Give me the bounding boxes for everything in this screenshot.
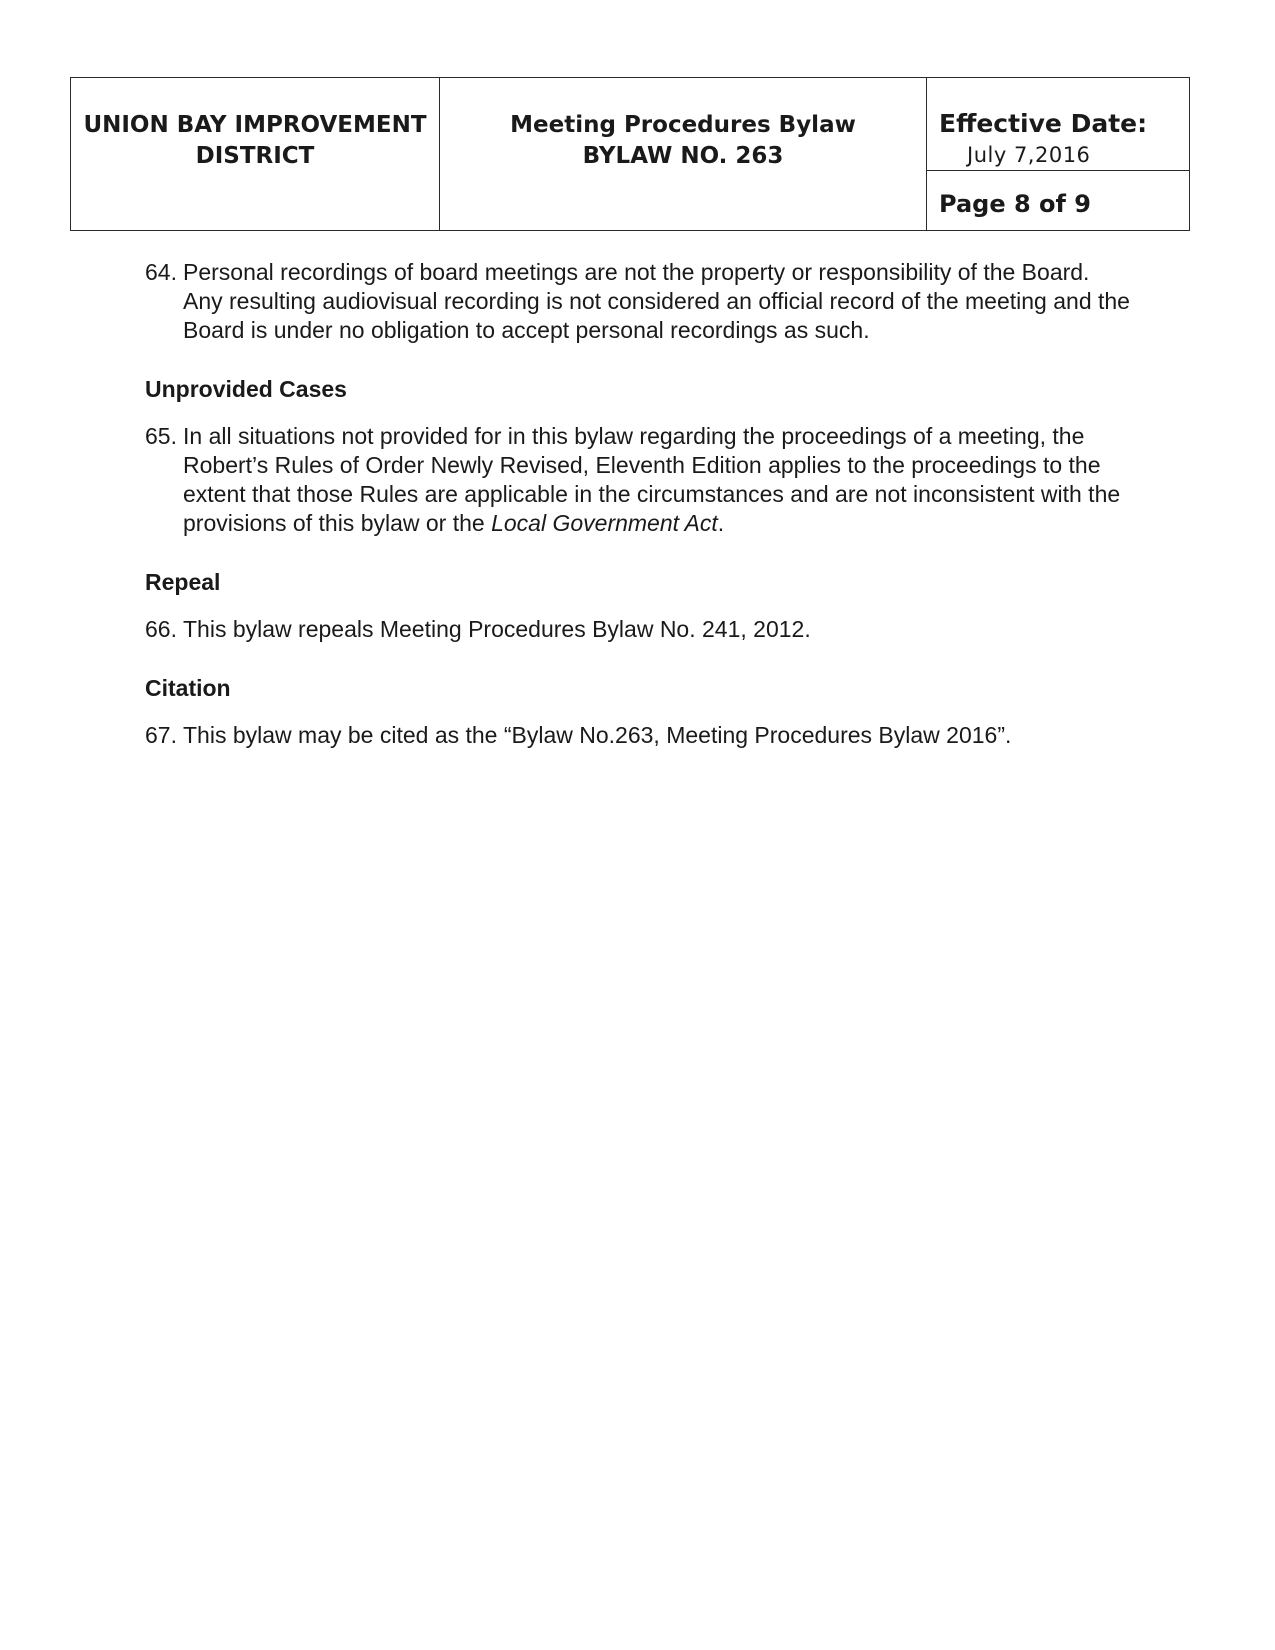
section-heading-unprovided-cases: Unprovided Cases (145, 376, 347, 402)
effective-date-value: July 7,2016 (967, 143, 1091, 167)
section-heading-repeal: Repeal (145, 569, 221, 595)
meta-cell (927, 78, 1189, 230)
bylaw-number: BYLAW NO. 263 (582, 143, 784, 169)
clause-text: This bylaw may be cited as the “Bylaw No.263, Meeting Procedures Bylaw 2016”. (183, 722, 1012, 748)
clause-65 (145, 422, 1130, 538)
clause-text: This bylaw repeals Meeting Procedures Bylaw No. 241, 2012. (183, 616, 811, 642)
clause-number: 64. (145, 259, 177, 285)
organization-cell (71, 78, 440, 230)
clause-number: 65. (145, 423, 177, 449)
bylaw-title-cell (440, 78, 927, 230)
clause-text-end: . (717, 510, 725, 536)
organization-name-line2: DISTRICT (195, 143, 315, 169)
act-name: Local Government Act (491, 510, 718, 536)
document-header (70, 77, 1190, 231)
clause-text: In all situations not provided for in this bylaw regarding the proceedings of a meeting, the Robert’s Rules of Order Newly Revised, Eleventh Edition applies to the proceedings to the extent that those Rules are applicable in the circumstances and are not inconsistent with the provisions of this bylaw or the (183, 423, 1121, 536)
clause-66 (145, 615, 1130, 644)
effective-date-box (927, 78, 1189, 171)
section-heading-citation: Citation (145, 675, 231, 701)
page-number: Page 8 of 9 (939, 190, 1091, 218)
clause-text: Personal recordings of board meetings are not the property or responsibility of the Board. Any resulting audiovisual recording is not considered an official record of the meeting and the Board is under no obligation to accept personal recordings as such. (183, 259, 1130, 343)
clause-number: 67. (145, 722, 177, 748)
clause-text-container (183, 422, 1130, 538)
clause-number: 66. (145, 616, 177, 642)
clause-67 (145, 721, 1130, 750)
clause-64 (145, 258, 1130, 345)
effective-date-label: Effective Date: (939, 109, 1148, 138)
bylaw-title: Meeting Procedures Bylaw (510, 112, 856, 138)
document-body (145, 258, 1130, 750)
organization-name-line1: UNION BAY IMPROVEMENT (83, 112, 427, 138)
